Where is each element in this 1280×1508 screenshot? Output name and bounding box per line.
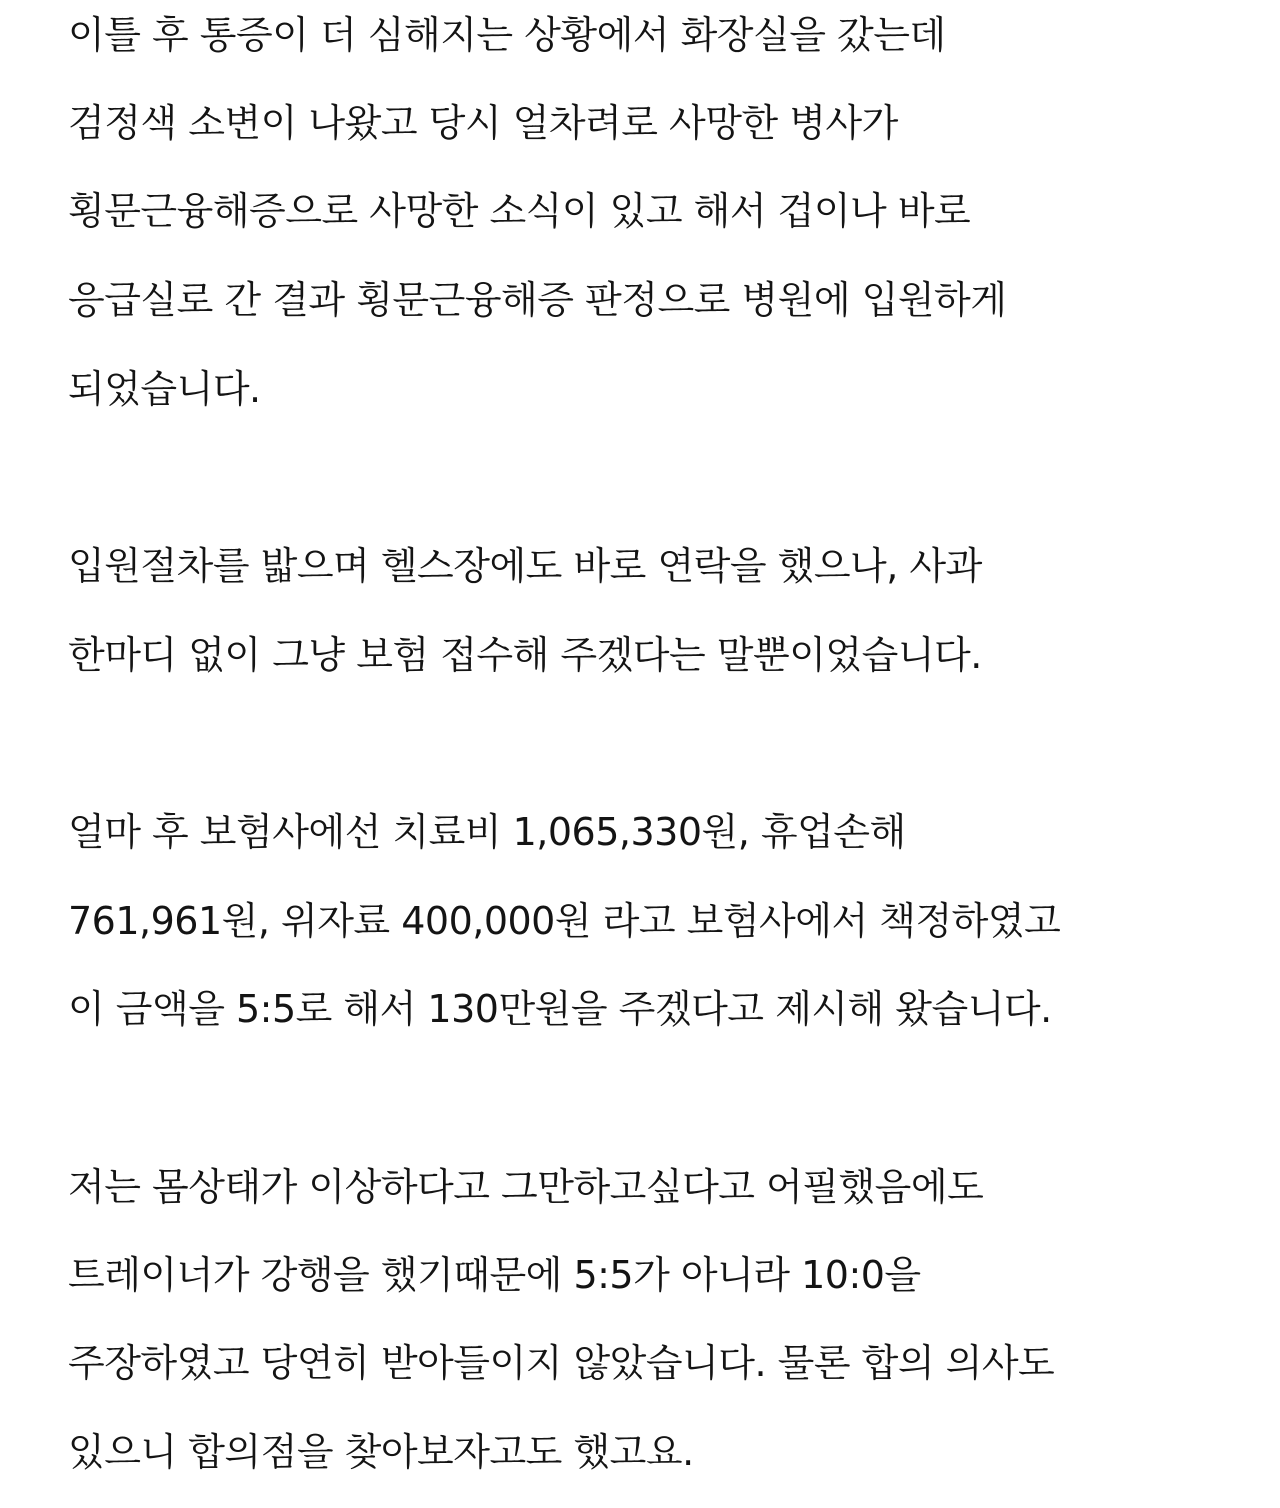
text-line: 되었습니다.	[68, 367, 261, 411]
text-line: 트레이너가 강행을 했기때문에 5:5가 아니라 10:0을	[68, 1253, 921, 1297]
text-line: 이틀 후 통증이 더 심해지는 상황에서 화장실을 갔는데	[68, 13, 946, 57]
text-line: 얼마 후 보험사에선 치료비 1,065,330원, 휴업손해	[68, 810, 906, 854]
text-line: 입원절차를 밟으며 헬스장에도 바로 연락을 했으나, 사과	[68, 544, 982, 588]
text-line: 검정색 소변이 나왔고 당시 얼차려로 사망한 병사가	[68, 101, 898, 145]
text-line: 761,961원, 위자료 400,000원 라고 보험사에서 책정하였고	[68, 899, 1061, 943]
text-line: 이 금액을 5:5로 해서 130만원을 주겠다고 제시해 왔습니다.	[68, 987, 1052, 1031]
text-line: 횡문근융해증으로 사망한 소식이 있고 해서 겁이나 바로	[68, 189, 971, 233]
text-line: 있으니 합의점을 찾아보자고도 했고요.	[68, 1430, 694, 1474]
text-line: 주장하였고 당연히 받아들이지 않았습니다. 물론 합의 의사도	[68, 1341, 1055, 1385]
text-line: 저는 몸상태가 이상하다고 그만하고싶다고 어필했음에도	[68, 1165, 984, 1209]
text-line: 응급실로 간 결과 횡문근융해증 판정으로 병원에 입원하게	[68, 278, 1007, 322]
text-line: 한마디 없이 그냥 보험 접수해 주겠다는 말뿐이었습니다.	[68, 633, 982, 677]
